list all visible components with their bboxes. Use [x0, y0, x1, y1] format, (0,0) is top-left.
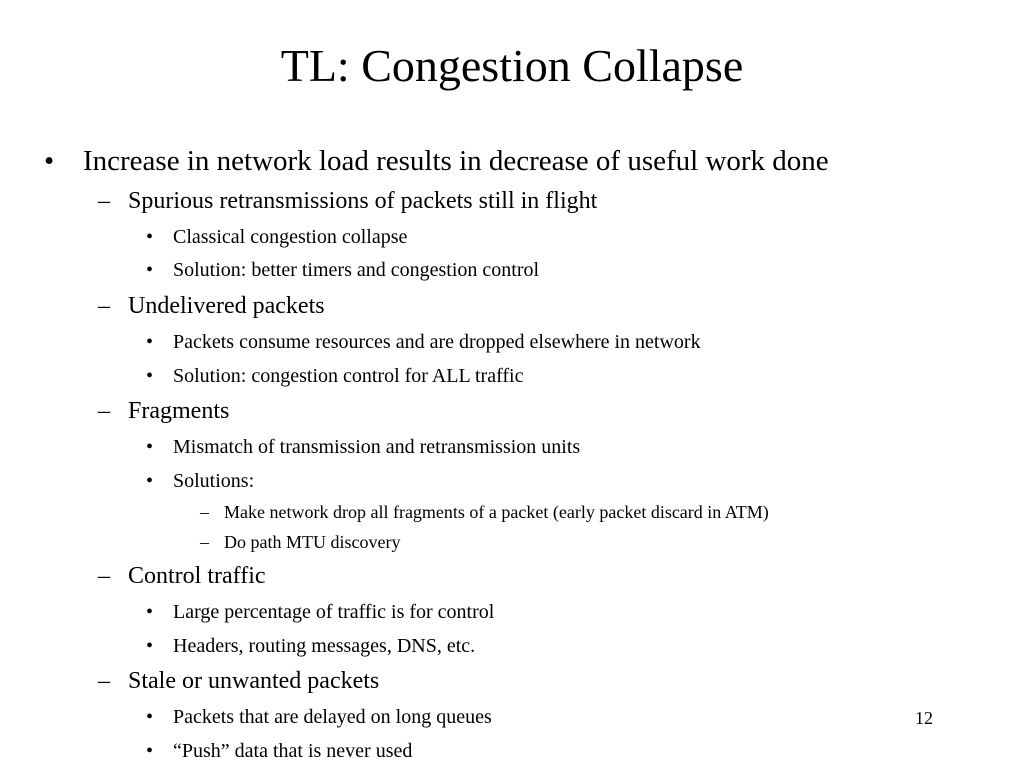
bullet-marker: •: [146, 226, 154, 248]
section-item: Headers, routing messages, DNS, etc.: [173, 635, 476, 657]
section-item: Mismatch of transmission and retransmission units: [173, 436, 581, 458]
section-subitem: Make network drop all fragments of a packet (early packet discard in ATM): [224, 502, 769, 522]
section-heading: Fragments: [128, 398, 230, 424]
section-item: Solutions:: [173, 470, 255, 492]
section-item: Packets that are delayed on long queues: [173, 706, 492, 728]
dash-marker: –: [98, 188, 110, 214]
section-subitem: Do path MTU discovery: [224, 532, 401, 552]
section-item: “Push” data that is never used: [173, 740, 413, 762]
bullet-marker: •: [146, 706, 154, 728]
bullet-marker: •: [44, 145, 55, 177]
dash-marker: –: [200, 532, 209, 552]
section-heading: Spurious retransmissions of packets still in flight: [128, 188, 598, 214]
slide-title: TL: Congestion Collapse: [280, 40, 744, 91]
bullet-marker: •: [146, 436, 154, 458]
dash-marker: –: [98, 398, 110, 424]
dash-marker: –: [98, 668, 110, 694]
section-heading: Control traffic: [128, 563, 266, 589]
bullet-marker: •: [146, 365, 154, 387]
dash-marker: –: [200, 502, 209, 522]
bullet-marker: •: [146, 635, 154, 657]
section-item: Classical congestion collapse: [173, 226, 408, 248]
page-number: 12: [915, 708, 933, 728]
bullet-marker: •: [146, 259, 154, 281]
bullet-marker: •: [146, 601, 154, 623]
section-heading: Undelivered packets: [128, 293, 325, 319]
section-item: Packets consume resources and are dropped elsewhere in network: [173, 331, 701, 353]
bullet-marker: •: [146, 740, 154, 762]
section-item: Solution: better timers and congestion control: [173, 259, 540, 281]
dash-marker: –: [98, 563, 110, 589]
section-heading: Stale or unwanted packets: [128, 668, 380, 694]
dash-marker: –: [98, 293, 110, 319]
main-point-text: Increase in network load results in decrease of useful work done: [83, 145, 829, 177]
section-item: Solution: congestion control for ALL traffic: [173, 365, 524, 387]
bullet-marker: •: [146, 470, 154, 492]
section-item: Large percentage of traffic is for control: [173, 601, 495, 623]
bullet-marker: •: [146, 331, 154, 353]
